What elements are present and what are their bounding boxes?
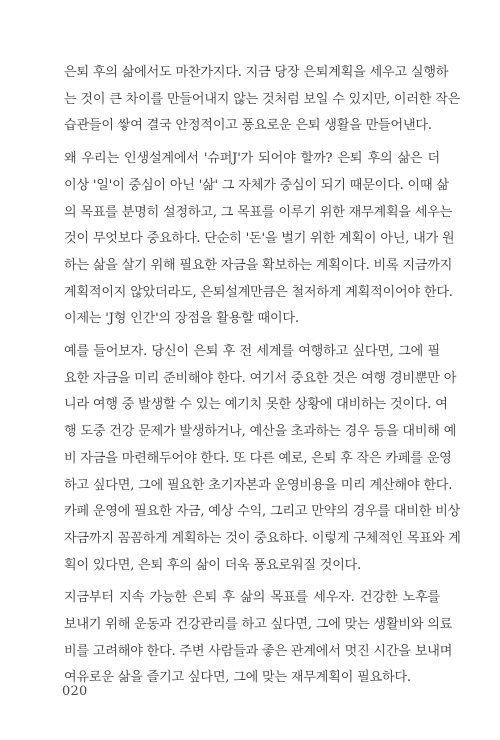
text-line: 이상 '일'이 중심이 아닌 '삶' 그 자체가 중심이 되기 때문이다. 이때 삶 [64, 177, 449, 193]
text-line: 비 자금을 마련해두어야 한다. 또 다른 예로, 은퇴 후 작은 카페를 운영 [64, 450, 452, 466]
text-line: 은퇴 후의 삶에서도 마찬가지다. 지금 당장 은퇴계획을 세우고 실행하 [64, 65, 449, 80]
text-line: 계획적이지 않았더라도, 은퇴설계만큼은 철저하게 계획적이어야 한다. [64, 284, 453, 300]
text-line: 지금부터 지속 가능한 은퇴 후 삶의 목표를 세우자. 건강한 노후를 [64, 590, 440, 606]
text-line: 자금까지 꼼꼼하게 계획하는 것이 중요하다. 이렇게 구체적인 목표와 계 [64, 530, 461, 546]
text-line: 예를 들어보자. 당신이 은퇴 후 전 세계를 여행하고 싶다면, 그에 필 [64, 344, 440, 360]
paragraph-4 [64, 585, 453, 692]
text-line: 보내기 위해 운동과 건강관리를 하고 싶다면, 그에 맞는 생활비와 의료 [64, 617, 453, 633]
page-number: 020 [62, 684, 88, 699]
text-line: 카페 운영에 필요한 자금, 예상 수익, 그리고 만약의 경우를 대비한 비상 [64, 504, 461, 520]
text-line: 왜 우리는 인생설계에서 '슈퍼J'가 되어야 할까? 은퇴 후의 삶은 더 [64, 151, 440, 167]
text-line: 이제는 'J형 인간'의 장점을 활용할 때이다. [64, 311, 299, 327]
text-line: 비를 고려해야 한다. 주변 사람들과 좋은 관계에서 멋진 시간을 보내며 [64, 643, 453, 659]
text-line: 것이 무엇보다 중요하다. 단순히 '돈'을 벌기 위한 계획이 아닌, 내가 원 [64, 231, 455, 247]
text-line: 습관들이 쌓여 결국 안정적이고 풍요로운 은퇴 생활을 만들어낸다. [64, 118, 432, 134]
body-text [64, 60, 461, 698]
paragraph-2 [64, 146, 455, 333]
text-line: 요한 자금을 미리 준비해야 한다. 여기서 중요한 것은 여행 경비뿐만 아 [64, 370, 457, 386]
paragraph-3 [64, 339, 461, 579]
text-line: 행 도중 건강 문제가 발생하거나, 예산을 초과하는 경우 등을 대비해 예 [64, 424, 457, 440]
text-line: 니라 여행 중 발생할 수 있는 예기치 못한 상황에 대비하는 것이다. 여 [64, 397, 448, 413]
text-line: 하고 싶다면, 그에 필요한 초기자본과 운영비용을 미리 계산해야 한다. [64, 477, 453, 493]
text-line: 여유로운 삶을 즐기고 싶다면, 그에 맞는 재무계획이 필요하다. [64, 670, 411, 686]
text-line: 는 것이 큰 차이를 만들어내지 않는 것처럼 보일 수 있지만, 이러한 작은 [64, 91, 461, 107]
text-line: 하는 삶을 살기 위해 필요한 자금을 확보하는 계획이다. 비록 지금까지 [64, 257, 453, 273]
text-line: 의 목표를 분명히 설정하고, 그 목표를 이루기 위한 재무계획을 세우는 [64, 204, 453, 220]
text-line: 획이 있다면, 은퇴 후의 삶이 더욱 풍요로워질 것이다. [64, 557, 362, 573]
paragraph-1 [64, 60, 461, 140]
